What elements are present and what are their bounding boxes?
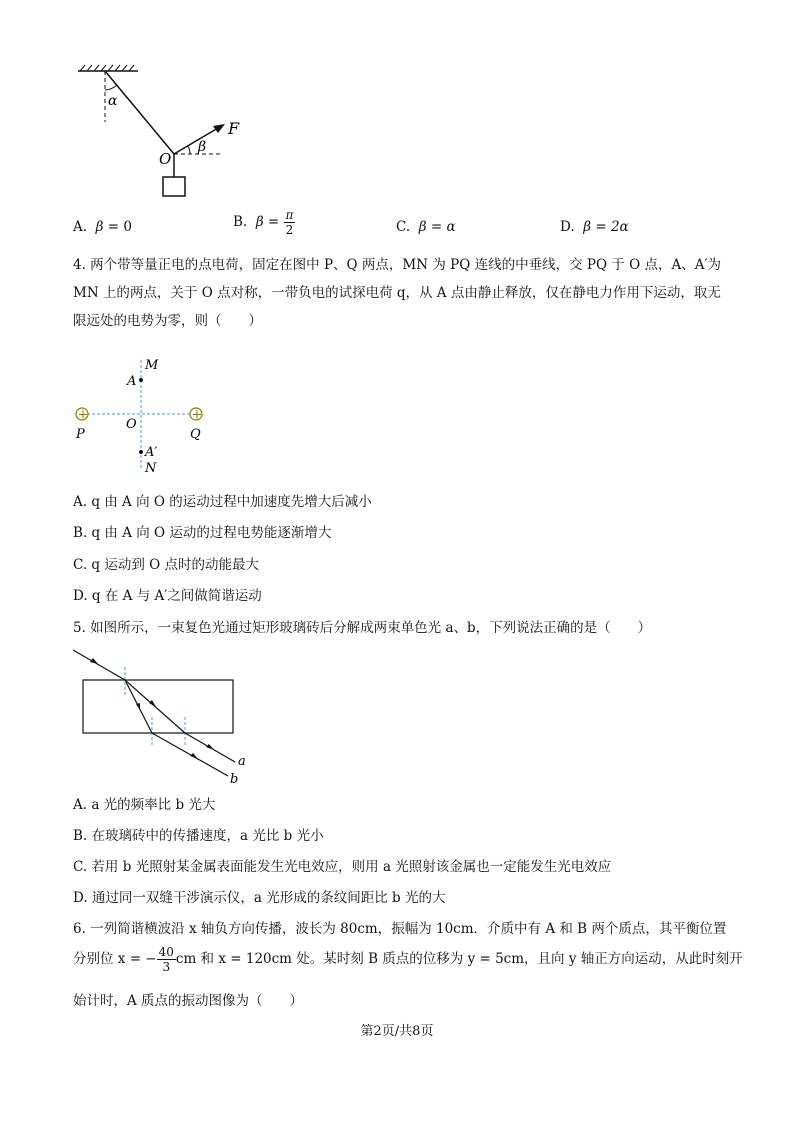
ray-a-out-arrow	[206, 744, 214, 750]
beta-arc	[188, 146, 190, 154]
q3-option-d: D. β = 2α	[560, 219, 629, 235]
label-m: M	[145, 358, 159, 373]
q3-option-a: A. β = 0	[73, 219, 132, 235]
q6-line2-post: cm 和 x = 120cm 处。某时刻 B 质点的位移为 y = 5cm，且向 y 轴正方向运动，从此时刻开	[175, 951, 743, 967]
point-o-label: O	[159, 150, 172, 168]
label-n: N	[145, 461, 157, 476]
q5-option-c: C. 若用 b 光照射某金属表面能发生光电效应，则用 a 光照射该金属也一定能发生光电效应	[73, 859, 612, 875]
ray-b-arrow	[136, 703, 140, 710]
q5-stem: 5. 如图所示，一束复色光通过矩形玻璃砖后分解成两束单色光 a、b，下列说法正确的是（ ）	[73, 620, 652, 636]
q4-stem-line1: 4. 两个带等量正电的点电荷，固定在图中 P、Q 两点，MN 为 PQ 连线的中垂线，交 PQ 于 O 点，A、A′为	[73, 257, 722, 273]
q3-option-c: C. β = α	[396, 219, 456, 235]
q5-option-a: A. a 光的频率比 b 光大	[73, 797, 216, 813]
force-arrowhead	[213, 124, 225, 133]
q4-option-d: D. q 在 A 与 A′之间做简谐运动	[73, 588, 262, 604]
glass-brick	[83, 680, 233, 733]
ray-b-out-arrow	[190, 753, 198, 759]
weight-block	[163, 177, 185, 196]
point-a-prime	[139, 450, 143, 454]
q6-stem-line3: 始计时，A 质点的振动图像为（ ）	[73, 993, 304, 1009]
ceiling	[78, 65, 138, 71]
force-label: F	[228, 119, 240, 138]
q4-stem-line2: MN 上的两点，关于 O 点对称，一带负电的试探电荷 q，从 A 点由静止释放，仅在静电力作用下运动，取无	[73, 285, 721, 301]
alpha-arc	[105, 85, 117, 90]
incident-ray	[73, 650, 125, 680]
q6-fraction: $\frac{40}{3}$	[158, 945, 174, 974]
charge-p-sign: +	[77, 407, 89, 423]
charge-q-sign: +	[191, 407, 203, 423]
label-p: P	[76, 427, 85, 442]
label-b: b	[230, 772, 239, 785]
q4-option-a: A. q 由 A 向 O 的运动过程中加速度先增大后减小	[73, 494, 372, 510]
q4-option-b: B. q 由 A 向 O 运动的过程电势能逐渐增大	[73, 525, 332, 541]
label-q: Q	[190, 427, 201, 442]
q6-stem-line1: 6. 一列简谐横波沿 x 轴负方向传播，波长为 80cm，振幅为 10cm．介质中有 A 和 B 两个质点，其平衡位置	[73, 921, 727, 937]
beta-label: β	[198, 139, 207, 155]
label-o: O	[126, 417, 137, 432]
q6-stem-line2	[73, 945, 743, 974]
page-number: 第2页/共8页	[360, 1024, 434, 1039]
q5-option-b: B. 在玻璃砖中的传播速度，a 光比 b 光小	[73, 828, 324, 844]
alpha-label: α	[108, 93, 118, 109]
q5-option-d: D. 通过同一双缝干涉演示仪，a 光形成的条纹间距比 b 光的大	[73, 890, 446, 906]
q4-stem-line3: 限远处的电势为零，则（ ）	[73, 313, 262, 329]
label-a: A	[127, 374, 137, 389]
q3-option-b: B. β = $\frac{\pi}{2}$	[233, 208, 294, 237]
q4-figure	[70, 352, 220, 482]
q5-figure	[70, 645, 270, 785]
incident-arrow	[90, 658, 98, 664]
q3-figure	[70, 60, 260, 210]
q6-line2-pre: 分别位 x = −	[73, 951, 157, 967]
ray-b-out	[152, 733, 228, 776]
ray-a-inside	[125, 680, 185, 733]
label-a-prime: A′	[145, 445, 158, 460]
ray-a-arrow	[149, 700, 156, 707]
point-a	[139, 378, 143, 382]
string	[105, 71, 174, 154]
q4-option-c: C. q 运动到 O 点时的动能最大	[73, 557, 260, 573]
force-line	[174, 128, 218, 154]
label-a: a	[238, 754, 246, 769]
